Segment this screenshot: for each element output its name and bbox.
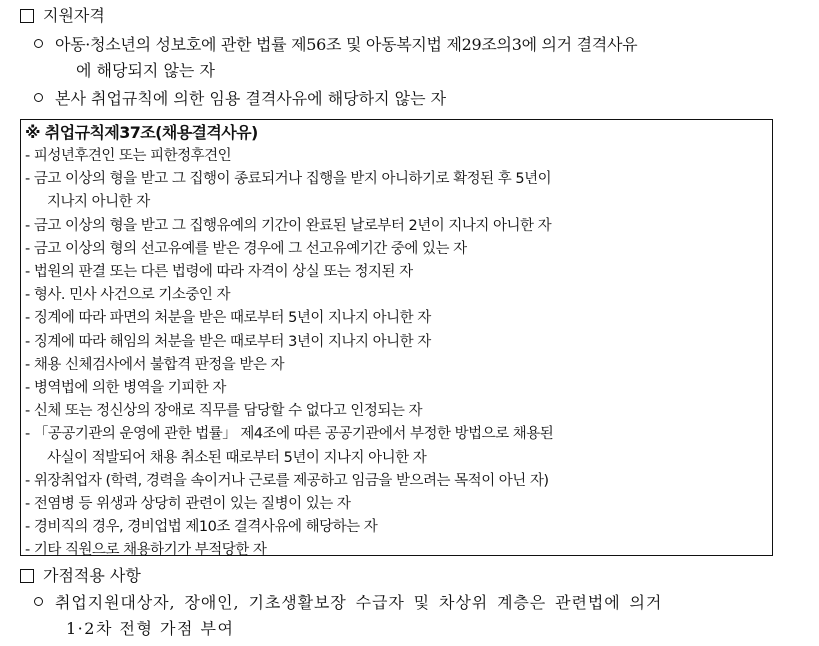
list-item: - 전염병 등 위생과 상당히 관련이 있는 질병이 있는 자	[25, 496, 351, 513]
qualification-item: 본사 취업규칙에 의한 임용 결격사유에 해당하지 않는 자	[34, 87, 446, 111]
section-bonus-points-heading	[20, 565, 141, 587]
bonus-points-item: 취업지원대상자, 장애인, 기초생활보장 수급자 및 차상위 계층은 관련법에 의거	[34, 591, 662, 615]
list-item: - 피성년후견인 또는 피한정후견인	[25, 148, 232, 164]
list-item: - 신체 또는 정신상의 장애로 직무를 담당할 수 없다고 인정되는 자	[25, 403, 423, 420]
qualification-item-continuation: 에 해당되지 않는 자	[76, 61, 215, 80]
qualification-item: 아동·청소년의 성보호에 관한 법률 제56조 및 아동복지법 제29조의3에 의거 결격사유	[34, 33, 637, 57]
disqualification-rules-box	[20, 119, 773, 559]
square-bullet-icon	[20, 569, 34, 583]
circle-bullet-icon	[34, 39, 43, 48]
list-item: - 금고 이상의 형의 선고유예를 받은 경우에 그 선고유예기간 중에 있는 자	[25, 240, 467, 257]
circle-bullet-icon	[34, 597, 43, 606]
circle-bullet-icon	[34, 93, 43, 102]
list-item: - 법원의 판결 또는 다른 법령에 따라 자격이 상실 또는 정지된 자	[25, 264, 413, 281]
list-item: - 채용 신체검사에서 불합격 판정을 받은 자	[25, 356, 285, 373]
list-item: - 경비직의 경우, 경비업법 제10조 결격사유에 해당하는 자	[25, 519, 378, 536]
rules-list	[25, 145, 553, 563]
list-item-continuation: 지나지 아니한 자	[47, 194, 150, 211]
list-item: - 금고 이상의 형을 받고 그 집행이 종료되거나 집행을 받지 아니하기로 확정된 후 5년이	[25, 171, 552, 188]
list-item: - 병역법에 의한 병역을 기피한 자	[25, 380, 226, 397]
list-item-continuation: 사실이 적발되어 채용 취소된 때로부터 5년이 지나지 아니한 자	[47, 449, 427, 466]
list-item: - 위장취업자 (학력, 경력을 속이거나 근로를 제공하고 임금을 받으려는 목적이 아닌 자)	[25, 472, 549, 489]
bonus-points-item-continuation: 1·2차 전형 가점 부여	[66, 619, 235, 638]
section-title: 지원자격	[43, 6, 105, 25]
list-item: - 징계에 따라 해임의 처분을 받은 때로부터 3년이 지나지 아니한 자	[25, 333, 431, 350]
section-qualification-heading	[20, 5, 105, 27]
list-item: - 「공공기관의 운영에 관한 법률」 제4조에 따른 공공기관에서 부정한 방법으로 채용된	[25, 426, 554, 443]
square-bullet-icon	[20, 9, 34, 23]
list-item: - 기타 직원으로 채용하기가 부적당한 자	[25, 542, 267, 559]
section-title: 가점적용 사항	[43, 566, 141, 585]
list-item: - 징계에 따라 파면의 처분을 받은 때로부터 5년이 지나지 아니한 자	[25, 310, 431, 327]
list-item: - 형사. 민사 사건으로 기소중인 자	[25, 287, 230, 304]
rules-box-title: ※ 취업규칙제37조(채용결격사유)	[25, 123, 258, 142]
list-item: - 금고 이상의 형을 받고 그 집행유예의 기간이 완료된 날로부터 2년이 지나지 아니한 자	[25, 217, 552, 234]
